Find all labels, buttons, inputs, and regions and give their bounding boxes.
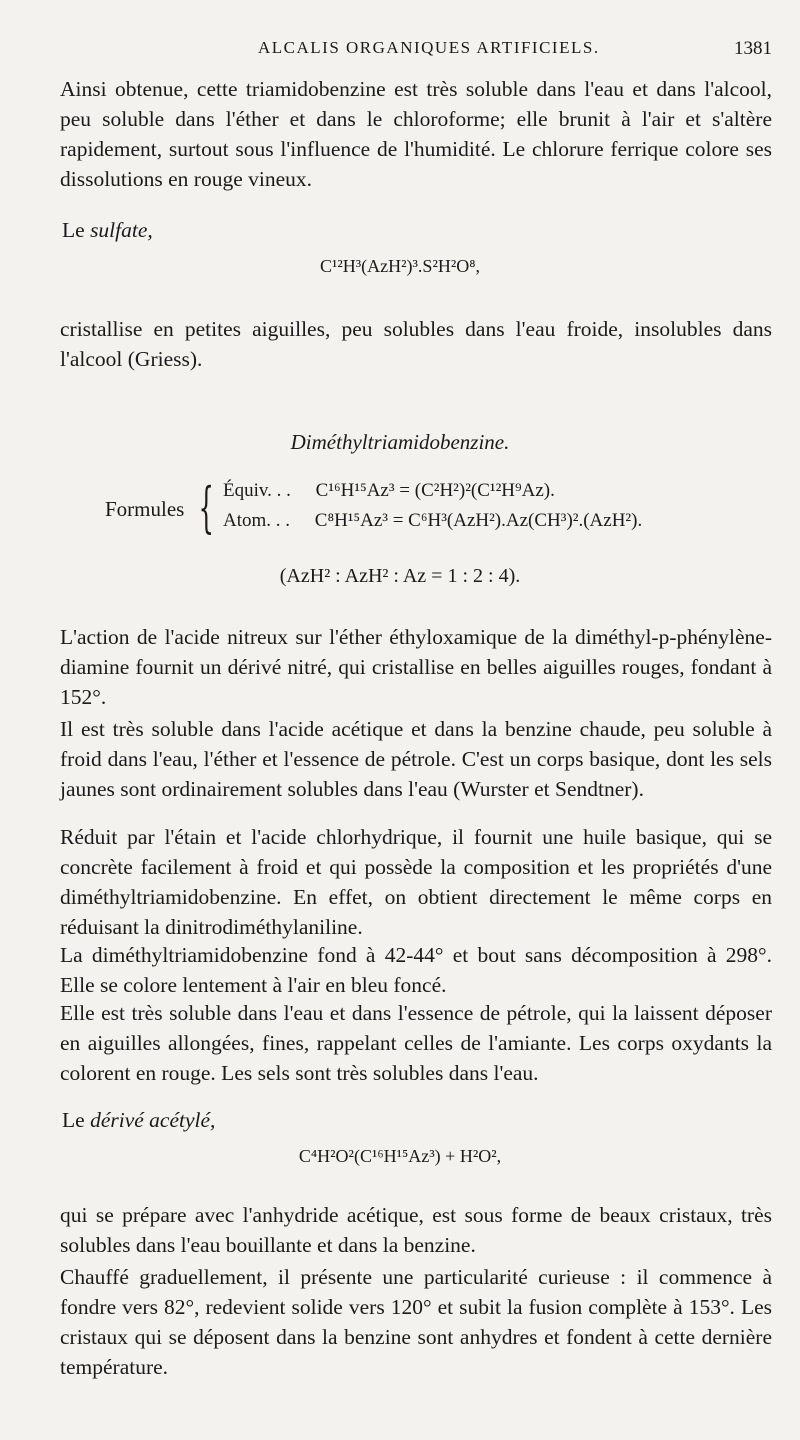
section-title: Diméthyltriamidobenzine. — [290, 430, 510, 454]
page-header — [0, 38, 800, 64]
paragraph-very-soluble: Elle est très soluble dans l'eau et dans l'essence de pétrole, qui la laissent déposer en aiguilles allongées, fines, rappelant celles de l'amiante. Les corps oxydants la colorent en rouge. Les sels sont très solubles dans l'eau. — [60, 1001, 772, 1085]
page-number: 1381 — [734, 38, 772, 59]
paragraph-sulfate: cristallise en petites aiguilles, peu solubles dans l'eau froide, insolubles dans l'alcool (Griess). — [60, 317, 772, 371]
acetyl-formula: C⁴H²O²(C¹⁶H¹⁵Az³) + H²O², — [298, 1146, 502, 1166]
acetyl-lead — [62, 1108, 215, 1133]
sulfate-formula: C¹²H³(AzH²)³.S²H²O⁸, — [319, 256, 481, 276]
equiv-label: Équiv. . . — [223, 480, 291, 501]
formula-row-atom — [223, 510, 642, 532]
formulas-block — [105, 476, 745, 550]
paragraph-acetyl: qui se prépare avec l'anhydride acétique, est sous forme de beaux cristaux, très solubles dans l'eau bouillante et dans la benzine. — [60, 1203, 772, 1257]
atom-formula: C⁸H¹⁵Az³ = C⁶H³(AzH²).Az(CH³)².(AzH²). — [314, 510, 643, 531]
paragraph-nitrous-acid: L'action de l'acide nitreux sur l'éther éthyloxamique de la diméthyl-p-phénylène-diamine fournit un dérivé nitré, qui cristallise en belles aiguilles rouges, fondant à 152°. — [60, 625, 772, 709]
paragraph-heating: Chauffé graduellement, il présente une particularité curieuse : il commence à fondre vers 82°, redevient solide vers 120° et subit la fusion complète à 153°. Les cristaux qui se déposent dans la benzine sont anhydres et fondent à cette dernière température. — [60, 1265, 772, 1379]
brace-glyph: { — [198, 476, 214, 539]
paragraph-solubility: Il est très soluble dans l'acide acétique et dans la benzine chaude, peu soluble à froid dans l'eau, l'éther et l'essence de pétrole. C'est un corps basique, dont les sels jaunes sont ordinairement solubles dans l'eau (Wurster et Sendtner). — [60, 717, 772, 801]
paragraph-melting: La diméthyltriamidobenzine fond à 42-44° et bout sans décomposition à 298°. Elle se colore lentement à l'air en bleu foncé. — [60, 943, 772, 997]
ratio-formula: (AzH² : AzH² : Az = 1 : 2 : 4). — [279, 565, 521, 587]
formulas-label: Formules — [105, 497, 185, 521]
sulfate-lead-italic: sulfate, — [90, 218, 153, 242]
atom-label: Atom. . . — [223, 510, 291, 531]
sulfate-lead-prefix: Le — [62, 218, 91, 242]
paragraph-reduction: Réduit par l'étain et l'acide chlorhydrique, il fournit une huile basique, qui se concrète facilement à froid et qui possède la composition et les propriétés d'une diméthyltriamidobenzine. En effet, on obtient directement le même corps en réduisant la dinitrodiméthylaniline. — [60, 825, 772, 939]
formula-row-equiv — [223, 480, 555, 502]
running-title: ALCALIS ORGANIQUES ARTIFICIELS. — [258, 38, 600, 57]
acetyl-lead-prefix: Le — [62, 1108, 91, 1132]
sulfate-lead — [62, 218, 153, 243]
paragraph-triamidobenzine-properties: Ainsi obtenue, cette triamidobenzine est très soluble dans l'eau et dans l'alcool, peu soluble dans l'éther et dans le chloroforme; elle brunit à l'air et s'altère rapidement, surtout sous l'influence de l'humidité. Le chlorure ferrique colore ses dissolutions en rouge vineux. — [60, 77, 772, 191]
equiv-formula: C¹⁶H¹⁵Az³ = (C²H²)²(C¹²H⁹Az). — [315, 480, 555, 501]
acetyl-lead-italic: dérivé acétylé, — [90, 1108, 216, 1132]
